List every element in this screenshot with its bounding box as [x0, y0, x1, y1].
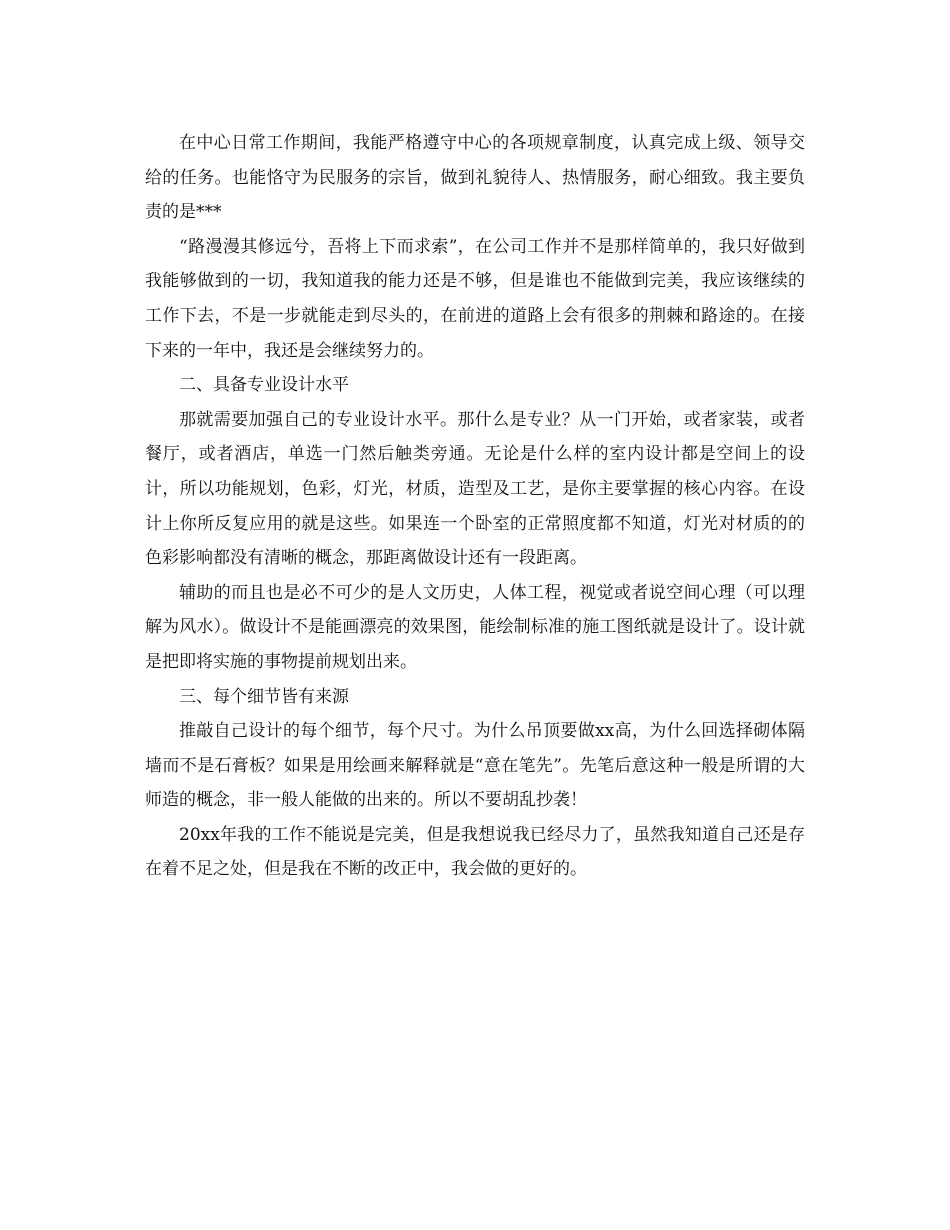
paragraph-daily-work: 在中心日常工作期间，我能严格遵守中心的各项规章制度，认真完成上级、领导交给的任务。也能恪守为民服务的宗旨，做到礼貌待人、热情服务，耐心细致。我主要负责的是***: [145, 133, 805, 223]
document-body: [145, 126, 805, 887]
paragraph-professional-design: 那就需要加强自己的专业设计水平。那什么是专业？从一门开始，或者家装，或者餐厅，或者酒店，单选一门然后触类旁通。无论是什么样的室内设计都是空间上的设计，所以功能规划，色彩，灯光，材质，造型及工艺，是你主要掌握的核心内容。在设计上你所反复应用的就是这些。如果连一个卧室的正常照度都不知道，灯光对材质的的色彩影响都没有清晰的概念，那距离做设计还有一段距离。: [145, 409, 805, 569]
paragraph-quote: “路漫漫其修远兮，吾将上下而求索”，在公司工作并不是那样简单的，我只好做到我能够做到的一切，我知道我的能力还是不够，但是谁也不能做到完美，我应该继续的工作下去，不是一步就能走到尽头的，在前进的道路上会有很多的荆棘和路途的。在接下来的一年中，我还是会继续努力的。: [145, 236, 805, 361]
section-heading-detail-source: 三、每个细节皆有来源: [179, 686, 349, 707]
section-heading-professional-design: 二、具备专业设计水平: [179, 375, 349, 396]
paragraph-detail-source: 推敲自己设计的每个细节，每个尺寸。为什么吊顶要做xx高，为什么回选择砌体隔墙而不是石膏板？如果是用绘画来解释就是“意在笔先”。先笔后意这种一般是所谓的大师造的概念，非一般人能做的出来的。所以不要胡乱抄袭！: [145, 721, 805, 811]
paragraph-auxiliary-knowledge: 辅助的而且也是必不可少的是人文历史，人体工程，视觉或者说空间心理（可以理解为风水）。做设计不是能画漂亮的效果图，能绘制标准的施工图纸就是设计了。设计就是把即将实施的事物提前规划出来。: [145, 582, 805, 672]
paragraph-conclusion: 20xx年我的工作不能说是完美，但是我想说我已经尽力了，虽然我知道自己还是存在着不足之处，但是我在不断的改正中，我会做的更好的。: [145, 824, 805, 880]
